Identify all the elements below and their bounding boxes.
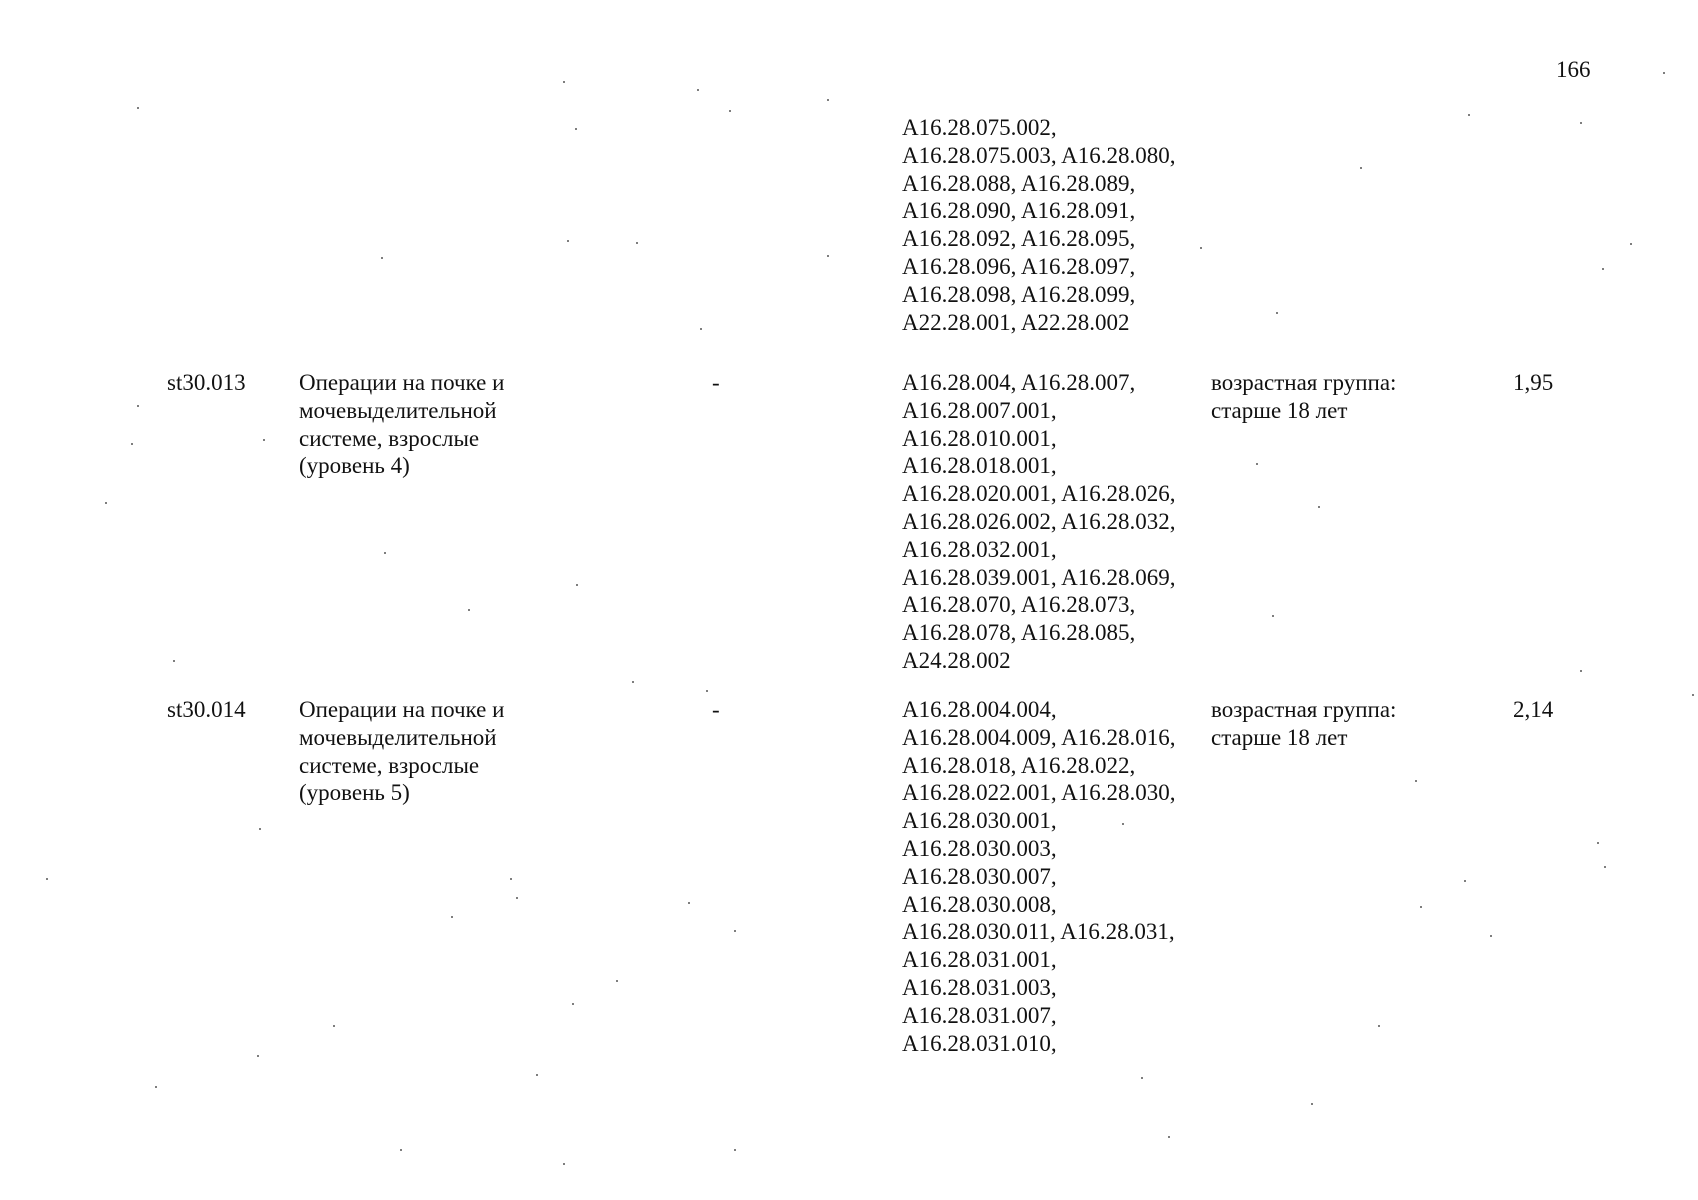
- criteria-line: старше 18 лет: [1211, 397, 1348, 423]
- service-line: A16.28.030.011, A16.28.031,: [902, 919, 1175, 945]
- service-line: A16.28.022.001, A16.28.030,: [902, 780, 1176, 806]
- service-line: A16.28.004, A16.28.007,: [902, 370, 1136, 395]
- service-line: A16.28.018, A16.28.022,: [902, 752, 1136, 778]
- service-line: A16.28.088, A16.28.089,: [902, 170, 1136, 196]
- kcg-code: st30.014: [167, 697, 246, 722]
- service-line: A16.28.030.007,: [902, 863, 1057, 889]
- empty-dash: -: [712, 370, 720, 395]
- empty-dash: -: [712, 697, 720, 722]
- service-line: A16.28.032.001,: [902, 536, 1057, 562]
- service-line: A16.28.092, A16.28.095,: [902, 226, 1136, 252]
- name-line: мочевыделительной: [299, 397, 497, 423]
- service-line: A16.28.030.001,: [902, 808, 1057, 834]
- service-line: A16.28.030.008,: [902, 891, 1057, 917]
- service-line: A16.28.018.001,: [902, 453, 1057, 479]
- service-line: A16.28.031.003,: [902, 974, 1057, 1000]
- criteria-cell: [1211, 696, 1441, 752]
- criteria-line: возрастная группа:: [1211, 370, 1397, 395]
- service-line: A16.28.004.009, A16.28.016,: [902, 724, 1176, 750]
- services-cell: [902, 696, 1212, 1057]
- kcg-name: [299, 696, 569, 807]
- service-line: A16.28.075.003, A16.28.080,: [902, 142, 1176, 168]
- service-line: A16.28.020.001, A16.28.026,: [902, 481, 1176, 507]
- criteria-line: старше 18 лет: [1211, 724, 1348, 750]
- service-line: A16.28.090, A16.28.091,: [902, 198, 1136, 224]
- services-cell: [902, 114, 1212, 336]
- kcg-code: st30.013: [167, 370, 246, 395]
- services-cell: [902, 369, 1212, 675]
- service-line: A16.28.031.010,: [902, 1030, 1057, 1056]
- service-line: A16.28.098, A16.28.099,: [902, 281, 1136, 307]
- name-line: системе, взрослые: [299, 425, 480, 451]
- coefficient: 1,95: [1513, 370, 1554, 395]
- name-line: системе, взрослые: [299, 752, 480, 778]
- name-line: мочевыделительной: [299, 724, 497, 750]
- name-line: (уровень 5): [299, 780, 410, 806]
- criteria-cell: [1211, 369, 1441, 425]
- service-line: A16.28.070, A16.28.073,: [902, 592, 1136, 618]
- service-line: A24.28.002: [902, 647, 1011, 673]
- service-line: A16.28.096, A16.28.097,: [902, 253, 1136, 279]
- service-line: A16.28.030.003,: [902, 835, 1057, 861]
- name-line: (уровень 4): [299, 453, 410, 479]
- service-line: A16.28.007.001,: [902, 397, 1057, 423]
- service-line: A16.28.031.007,: [902, 1002, 1057, 1028]
- service-line: A16.28.010.001,: [902, 425, 1057, 451]
- service-line: A16.28.075.002,: [902, 115, 1057, 140]
- service-line: A16.28.039.001, A16.28.069,: [902, 564, 1176, 590]
- kcg-name: [299, 369, 569, 480]
- service-line: A16.28.026.002, A16.28.032,: [902, 508, 1176, 534]
- page-number: 166: [1556, 57, 1591, 82]
- coefficient: 2,14: [1513, 697, 1554, 722]
- criteria-line: возрастная группа:: [1211, 697, 1397, 722]
- service-line: A22.28.001, A22.28.002: [902, 309, 1130, 335]
- service-line: A16.28.031.001,: [902, 947, 1057, 973]
- service-line: A16.28.004.004,: [902, 697, 1057, 722]
- name-line: Операции на почке и: [299, 697, 505, 722]
- name-line: Операции на почке и: [299, 370, 505, 395]
- service-line: A16.28.078, A16.28.085,: [902, 620, 1136, 646]
